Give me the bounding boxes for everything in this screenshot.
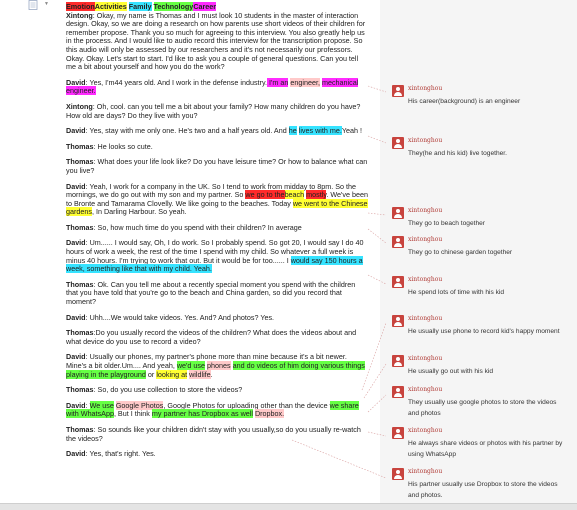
comment-text: He spend lots of time with his kid (408, 289, 505, 296)
comment-author: xintonghou (408, 355, 443, 362)
speaker: Xintong (66, 101, 93, 111)
legend-technology: Technology (153, 2, 194, 11)
paragraph-8 (66, 224, 368, 233)
highlight-technology[interactable]: We use (89, 400, 114, 410)
utterance: : Okay, my name is Thomas and I must look 10 students in the master of interaction design. Okay, so we are doing a research on how parents use short videos of their children for remember propose. Thank you so much for agreeing to this interview. You also greatly help us in the process. And I would like to audio record this interview for the transcription propose. So this audio will only be assessed by our researchers and it's not necessarily our professors. Okay. Okay. Let's start to start. I'd like to ask you a couple of general questions. Can you tell me a bit about yourself and how you do the work? (66, 10, 366, 72)
utterance: : Yes, I'm44 years old. And I work in the defense industry. (85, 77, 268, 87)
highlight-activities[interactable]: wildlife (189, 369, 211, 379)
user-avatar-icon (392, 315, 404, 327)
utterance: : So, do you use collection to store the videos? (93, 385, 243, 395)
user-avatar-icon (392, 355, 404, 367)
highlight-career[interactable]: mechanical engineer. (66, 77, 359, 96)
speaker: David (66, 181, 86, 191)
comment-text: His career(background) is an engineer (408, 98, 521, 105)
paragraph-14 (66, 386, 368, 395)
user-avatar-icon (392, 386, 404, 398)
comment-author: xintonghou (408, 137, 443, 144)
paragraph-4 (66, 127, 368, 136)
utterance: , Google Photos for uploading other than the device (163, 400, 330, 410)
utterance: or (145, 369, 157, 379)
comment-author: xintonghou (408, 85, 443, 92)
comment-author: xintonghou (408, 427, 443, 434)
utterance: : Um...... I would say, Oh, I do work. So I probably spend. So got 20, I would say I do 40 hours of work a week, the rest of the time I spend with my child. So whatever a full week is minus 40 hours. I'm trying to work that out. But it would be for too...... I (66, 238, 364, 265)
utterance: , But I think (113, 409, 152, 419)
highlight-family[interactable]: lives with me. (298, 126, 342, 136)
comment-author: xintonghou (408, 207, 443, 214)
speaker: Thomas (66, 222, 94, 232)
highlight-career[interactable]: engineer, (290, 77, 320, 87)
highlight-technology[interactable]: Dropbox. (254, 409, 285, 419)
speaker: Thomas (66, 385, 94, 395)
paragraph-13 (66, 353, 368, 379)
speaker: Xintong (66, 10, 93, 20)
highlight-family[interactable]: he (288, 126, 297, 136)
highlight-technology[interactable]: we share with WhatsApp (66, 400, 359, 419)
highlight-activities[interactable]: we went to the Chinese gardens (66, 198, 368, 217)
utterance: : Yes, that's right. Yes. (85, 449, 156, 459)
comment-text: His partner usually use Dropbox to store the videos and photos. (408, 481, 558, 499)
speaker: David (66, 238, 86, 248)
speaker: Thomas (66, 424, 94, 434)
utterance: : Uhh....We would take videos. Yes. And? And photos? Yes. (85, 312, 275, 322)
speaker: Thomas (66, 157, 94, 167)
paragraph-9 (66, 239, 368, 273)
highlight-technology[interactable]: Google Photos (115, 400, 164, 410)
user-avatar-icon (392, 207, 404, 219)
utterance: , In Darling Harbour. So yeah. (91, 207, 187, 217)
legend-family: Family (128, 2, 152, 11)
comment-author: xintonghou (408, 276, 443, 283)
utterance: Yeah ! (341, 126, 362, 136)
paragraph-12 (66, 329, 368, 346)
utterance: : So sounds like your children didn't stay with you usually,so do you usually re-watch the videos? (66, 424, 361, 443)
paragraph-11 (66, 314, 368, 323)
highlight-technology[interactable]: we'd use (176, 361, 205, 370)
utterance: : He looks so cute. (93, 141, 153, 151)
transcript-body[interactable] (66, 3, 368, 466)
paragraph-15 (66, 402, 368, 419)
comment-author: xintonghou (408, 315, 443, 322)
highlight-emotion[interactable]: we go to the (245, 190, 285, 200)
user-avatar-icon (392, 85, 404, 97)
speaker: David (66, 77, 86, 87)
user-avatar-icon (392, 427, 404, 439)
utterance: : Yeah, I work for a company in the UK. So I tend to work from midday to 8pm. So the mornings, we do go out with my son and my partner. So (66, 181, 357, 200)
user-avatar-icon (392, 236, 404, 248)
comment-text: They(he and his kid) live together. (408, 150, 507, 157)
comment-text: He usually use phone to record kid's happy moment (408, 328, 560, 335)
document-icon[interactable] (28, 0, 41, 10)
speaker: David (66, 400, 86, 410)
comment-author: xintonghou (408, 468, 443, 475)
user-avatar-icon (392, 468, 404, 480)
comment-text: He usually go out with his kid (408, 368, 494, 375)
paragraph-6 (66, 158, 368, 175)
user-avatar-icon (392, 276, 404, 288)
highlight-activities[interactable]: beach (284, 190, 305, 200)
legend-career: Career (193, 2, 217, 11)
speaker: David (66, 449, 86, 459)
horizontal-scrollbar[interactable] (0, 503, 577, 510)
utterance: : What does your life look like? Do you have leisure time? Or how to balance what can you live? (66, 157, 368, 175)
utterance: : Ok. Can you tell me about a recently special moment you spend with the children that you have told that you're go to the beach and China garden, so did you record that moment? (66, 279, 356, 307)
paragraph-5 (66, 143, 368, 152)
paragraph-10 (66, 281, 368, 307)
utterance: : Oh, cool. can you tell me a bit about your family? How many children do you have? How old are days? Do they live with you? (66, 101, 361, 120)
legend-emotion: Emotion (66, 2, 95, 11)
highlight-technology[interactable]: my partner has Dropbox as well (151, 409, 253, 419)
highlight-emotion[interactable]: mostly (306, 190, 327, 200)
utterance: :Do you usually record the videos of the children? What does the videos about and what device do you use to record a video? (66, 328, 357, 346)
highlight-technology[interactable]: and do videos of him doing various things playing in the playground (66, 361, 365, 379)
comment-text: They go to chinese garden together (408, 249, 513, 256)
comment-author: xintonghou (408, 236, 443, 243)
speaker: David (66, 312, 86, 322)
comment-text: They go to beach together (408, 220, 485, 227)
chevron-down-icon[interactable]: ▼ (44, 1, 49, 7)
comment-author: xintonghou (408, 386, 443, 393)
utterance: : Yes, stay with me only one. He's two and a half years old. And (85, 126, 289, 136)
highlight-technology[interactable]: phones (207, 361, 231, 370)
highlight-activities[interactable]: looking at (156, 369, 188, 379)
comment-text: He always share videos or photos with his partner by using WhatsApp (408, 440, 563, 458)
utterance: . (210, 369, 213, 379)
paragraph-16 (66, 426, 368, 443)
speaker: David (66, 126, 86, 136)
highlight-career[interactable]: I'm an (267, 77, 289, 87)
speaker: David (66, 352, 86, 362)
utterance: . We've been to Bronte and Tamarama Clovelly. We like going to the beaches. Today (66, 190, 368, 208)
paragraph-17 (66, 450, 368, 459)
highlight-family[interactable]: would say 150 hours a week, something like that with my child. Yeah. (66, 255, 363, 274)
utterance: : Usually our phones, my partner's phone more than mine because it's a bit newer. Mine's a bit older.Um.... And yeah, (66, 352, 347, 370)
utterance: : (85, 400, 90, 410)
paragraph-7 (66, 183, 368, 217)
speaker: Thomas (66, 328, 94, 338)
speaker: Thomas (66, 279, 94, 289)
user-avatar-icon (392, 137, 404, 149)
utterance: : So, how much time do you spend with their children? In average (93, 222, 302, 232)
speaker: Thomas (66, 141, 94, 151)
comment-text: They usually use google photos to store the videos and photos (408, 399, 557, 417)
paragraph-3 (66, 103, 368, 120)
paragraph-1 (66, 12, 368, 72)
legend-activities: Activities (94, 2, 127, 11)
paragraph-2 (66, 79, 368, 96)
